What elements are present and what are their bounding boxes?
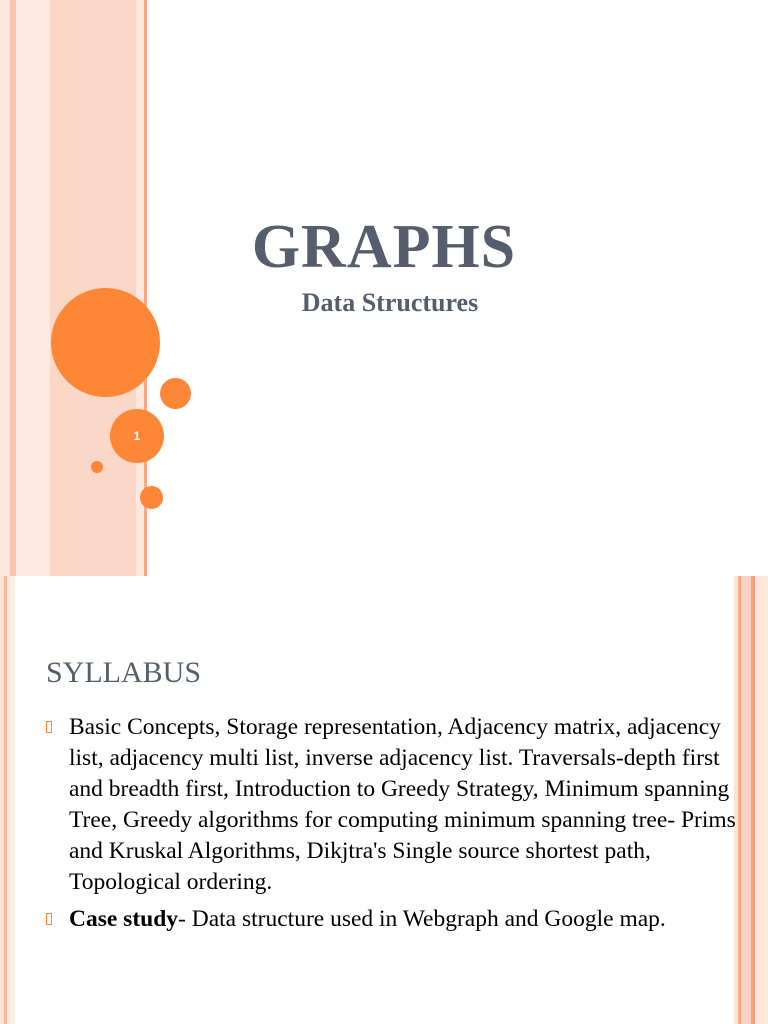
decorative-stripe: [755, 576, 768, 1024]
syllabus-heading: SYLLABUS: [46, 656, 202, 689]
syllabus-bullet-list: [46, 712, 736, 941]
decorative-stripe: [7, 576, 15, 1024]
slide-number: 1: [133, 429, 141, 443]
bullet-bold-label: Case study: [69, 906, 179, 932]
syllabus-slide: [0, 576, 768, 1024]
decorative-stripe: [741, 576, 751, 1024]
slide-subtitle: Data Structures: [301, 288, 479, 317]
bullet-icon: [46, 721, 52, 733]
list-item: [46, 904, 736, 935]
bullet-icon: [46, 913, 52, 925]
slide-number-badge: [110, 409, 164, 463]
decorative-circle-tiny: [91, 461, 103, 473]
decorative-circle-medium: [160, 378, 191, 409]
decorative-circle-small: [140, 486, 163, 509]
slide-title: GRAPHS: [251, 213, 517, 281]
bullet-text: Basic Concepts, Storage representation, Adjacency matrix, adjacency list, adjacency multi list, inverse adjacency list. Traversals-depth first and breadth first, Introduction to Greedy Strategy, Minimum spanning Tree, Greedy algorithms for computing minimum spanning tree- Prims and Kruskal Algorithms, Dikjtra's Single source shortest path, Topological ordering.: [69, 714, 736, 895]
list-item: [46, 712, 736, 898]
bullet-text: - Data structure used in Webgraph and Google map.: [178, 906, 666, 932]
